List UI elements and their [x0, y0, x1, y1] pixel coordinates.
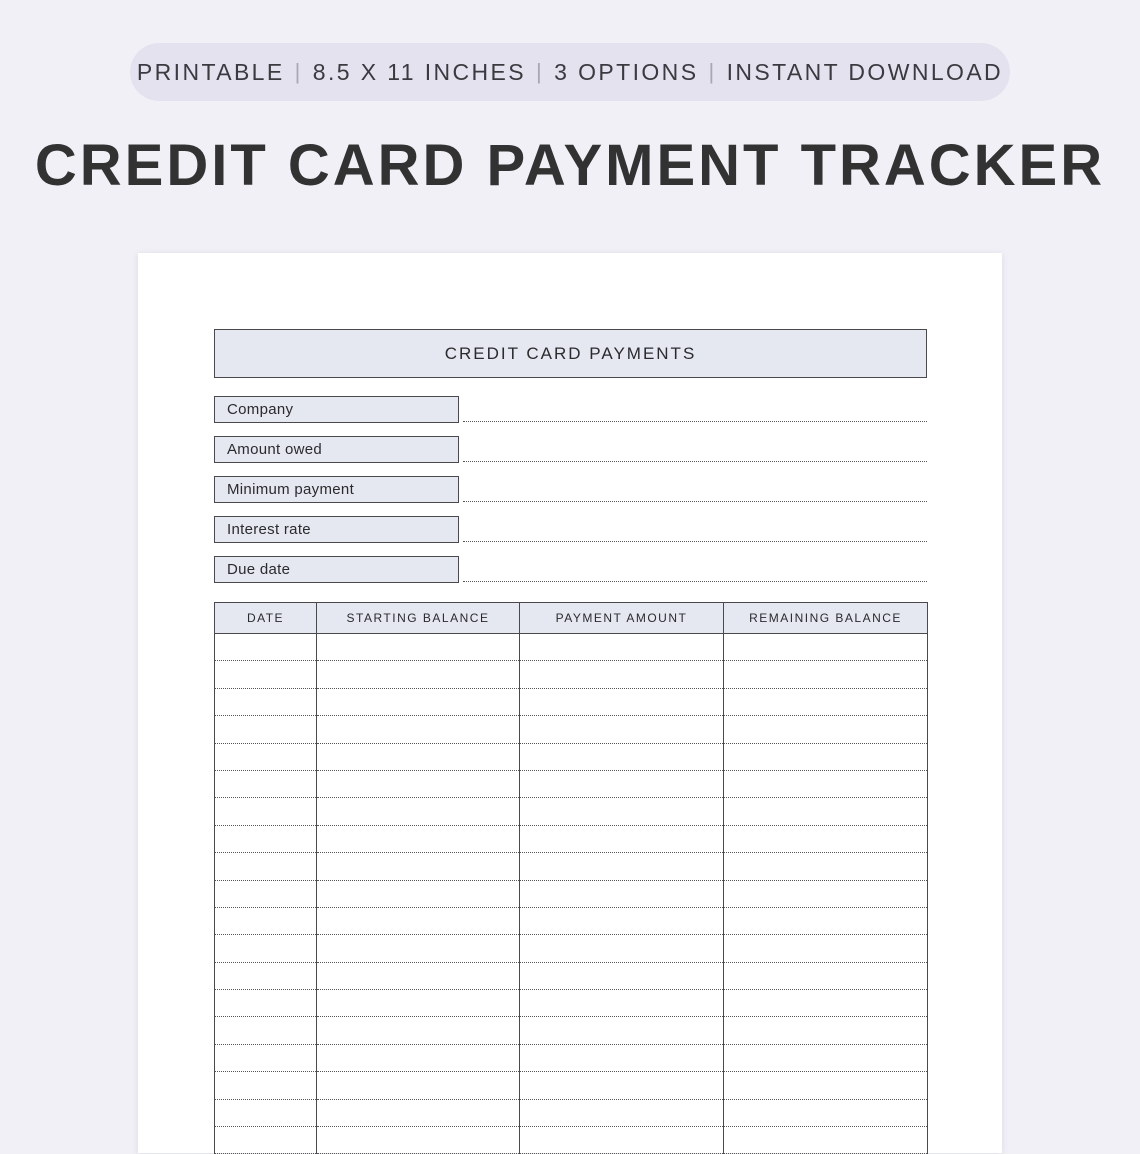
table-cell[interactable]: [520, 716, 724, 743]
banner-separator: |: [536, 59, 545, 84]
table-cell[interactable]: [215, 743, 317, 770]
table-cell[interactable]: [317, 743, 520, 770]
table-cell[interactable]: [215, 825, 317, 852]
table-cell[interactable]: [317, 990, 520, 1017]
field-line-amount-owed[interactable]: [463, 461, 927, 462]
table-cell[interactable]: [215, 853, 317, 880]
table-cell[interactable]: [520, 990, 724, 1017]
table-cell[interactable]: [215, 1017, 317, 1044]
table-cell[interactable]: [215, 880, 317, 907]
page-title: CREDIT CARD PAYMENT TRACKER: [34, 133, 1106, 198]
table-cell[interactable]: [215, 1127, 317, 1154]
table-cell[interactable]: [215, 634, 317, 661]
table-cell[interactable]: [317, 716, 520, 743]
table-row: [215, 798, 928, 825]
table-cell[interactable]: [520, 880, 724, 907]
table-cell[interactable]: [317, 661, 520, 688]
field-row-amount-owed: [214, 436, 927, 463]
field-line-minimum-payment[interactable]: [463, 501, 927, 502]
field-label-amount-owed: Amount owed: [214, 436, 459, 463]
table-cell[interactable]: [520, 1099, 724, 1126]
payment-log: [214, 602, 927, 1154]
table-row: [215, 688, 928, 715]
table-cell[interactable]: [215, 990, 317, 1017]
table-row: [215, 661, 928, 688]
table-row: [215, 716, 928, 743]
table-cell[interactable]: [520, 661, 724, 688]
table-cell[interactable]: [724, 1044, 928, 1071]
table-cell[interactable]: [317, 880, 520, 907]
table-cell[interactable]: [520, 770, 724, 797]
table-cell[interactable]: [724, 907, 928, 934]
table-cell[interactable]: [215, 935, 317, 962]
banner-item-download: INSTANT DOWNLOAD: [726, 58, 1004, 85]
table-cell[interactable]: [317, 1017, 520, 1044]
field-line-due-date[interactable]: [463, 581, 927, 582]
table-cell[interactable]: [724, 880, 928, 907]
table-row: [215, 1127, 928, 1154]
table-cell[interactable]: [215, 962, 317, 989]
table-cell[interactable]: [724, 798, 928, 825]
table-cell[interactable]: [215, 688, 317, 715]
table-cell[interactable]: [317, 825, 520, 852]
table-cell[interactable]: [317, 634, 520, 661]
table-cell[interactable]: [724, 661, 928, 688]
banner-item-size: 8.5 X 11 INCHES: [312, 58, 527, 85]
column-header-date: DATE: [215, 603, 317, 634]
table-cell[interactable]: [724, 770, 928, 797]
field-label-company: Company: [214, 396, 459, 423]
banner-item-printable: PRINTABLE: [136, 58, 285, 85]
field-row-minimum-payment: [214, 476, 927, 503]
field-label-due-date: Due date: [214, 556, 459, 583]
table-cell[interactable]: [215, 798, 317, 825]
table-header-row: [215, 603, 928, 634]
table-cell[interactable]: [724, 1099, 928, 1126]
table-row: [215, 962, 928, 989]
table-row: [215, 743, 928, 770]
table-cell[interactable]: [520, 1127, 724, 1154]
table-row: [215, 1044, 928, 1071]
table-cell[interactable]: [215, 661, 317, 688]
table-row: [215, 1017, 928, 1044]
table-cell[interactable]: [215, 1044, 317, 1071]
table-cell[interactable]: [724, 634, 928, 661]
table-cell[interactable]: [520, 1017, 724, 1044]
table-cell[interactable]: [215, 770, 317, 797]
table-cell[interactable]: [724, 688, 928, 715]
table-cell[interactable]: [520, 825, 724, 852]
field-label-minimum-payment: Minimum payment: [214, 476, 459, 503]
banner-item-options: 3 OPTIONS: [554, 58, 699, 85]
table-cell[interactable]: [215, 1099, 317, 1126]
field-line-company[interactable]: [463, 421, 927, 422]
table-cell[interactable]: [520, 798, 724, 825]
table-cell[interactable]: [317, 935, 520, 962]
table-cell[interactable]: [317, 1127, 520, 1154]
table-cell[interactable]: [520, 634, 724, 661]
table-cell[interactable]: [520, 935, 724, 962]
banner-separator: |: [294, 59, 303, 84]
table-cell[interactable]: [317, 688, 520, 715]
field-row-due-date: [214, 556, 927, 583]
table-row: [215, 880, 928, 907]
table-cell[interactable]: [724, 962, 928, 989]
table-row: [215, 634, 928, 661]
table-cell[interactable]: [215, 716, 317, 743]
field-row-interest-rate: [214, 516, 927, 543]
table-cell[interactable]: [724, 1017, 928, 1044]
field-label-interest-rate: Interest rate: [214, 516, 459, 543]
table-cell[interactable]: [520, 1044, 724, 1071]
table-row: [215, 907, 928, 934]
table-cell[interactable]: [724, 716, 928, 743]
table-row: [215, 853, 928, 880]
table-cell[interactable]: [317, 770, 520, 797]
table-body: [215, 634, 928, 1154]
table-row: [215, 935, 928, 962]
table-row: [215, 1072, 928, 1099]
table-cell[interactable]: [724, 1127, 928, 1154]
table-cell[interactable]: [520, 853, 724, 880]
table-cell[interactable]: [724, 1072, 928, 1099]
tracker-sheet: [138, 253, 1002, 1153]
table-cell[interactable]: [724, 935, 928, 962]
table-cell[interactable]: [317, 907, 520, 934]
table-row: [215, 990, 928, 1017]
table-row: [215, 770, 928, 797]
table-cell[interactable]: [724, 743, 928, 770]
table-cell[interactable]: [520, 1072, 724, 1099]
table-cell[interactable]: [317, 962, 520, 989]
column-header-starting-balance: STARTING BALANCE: [317, 603, 520, 634]
payment-table: [214, 602, 928, 1154]
sheet-header: CREDIT CARD PAYMENTS: [214, 329, 927, 378]
table-cell[interactable]: [520, 907, 724, 934]
table-cell[interactable]: [317, 853, 520, 880]
table-cell[interactable]: [317, 1099, 520, 1126]
table-cell[interactable]: [724, 990, 928, 1017]
table-cell[interactable]: [520, 743, 724, 770]
table-cell[interactable]: [215, 1072, 317, 1099]
column-header-remaining-balance: REMAINING BALANCE: [724, 603, 928, 634]
table-cell[interactable]: [317, 1044, 520, 1071]
table-cell[interactable]: [724, 853, 928, 880]
table-cell[interactable]: [317, 1072, 520, 1099]
table-row: [215, 825, 928, 852]
field-row-company: [214, 396, 927, 423]
table-cell[interactable]: [215, 907, 317, 934]
feature-banner: [130, 43, 1010, 101]
column-header-payment-amount: PAYMENT AMOUNT: [520, 603, 724, 634]
field-line-interest-rate[interactable]: [463, 541, 927, 542]
table-cell[interactable]: [520, 688, 724, 715]
table-row: [215, 1099, 928, 1126]
table-cell[interactable]: [724, 825, 928, 852]
banner-separator: |: [708, 59, 717, 84]
table-cell[interactable]: [317, 798, 520, 825]
table-cell[interactable]: [520, 962, 724, 989]
